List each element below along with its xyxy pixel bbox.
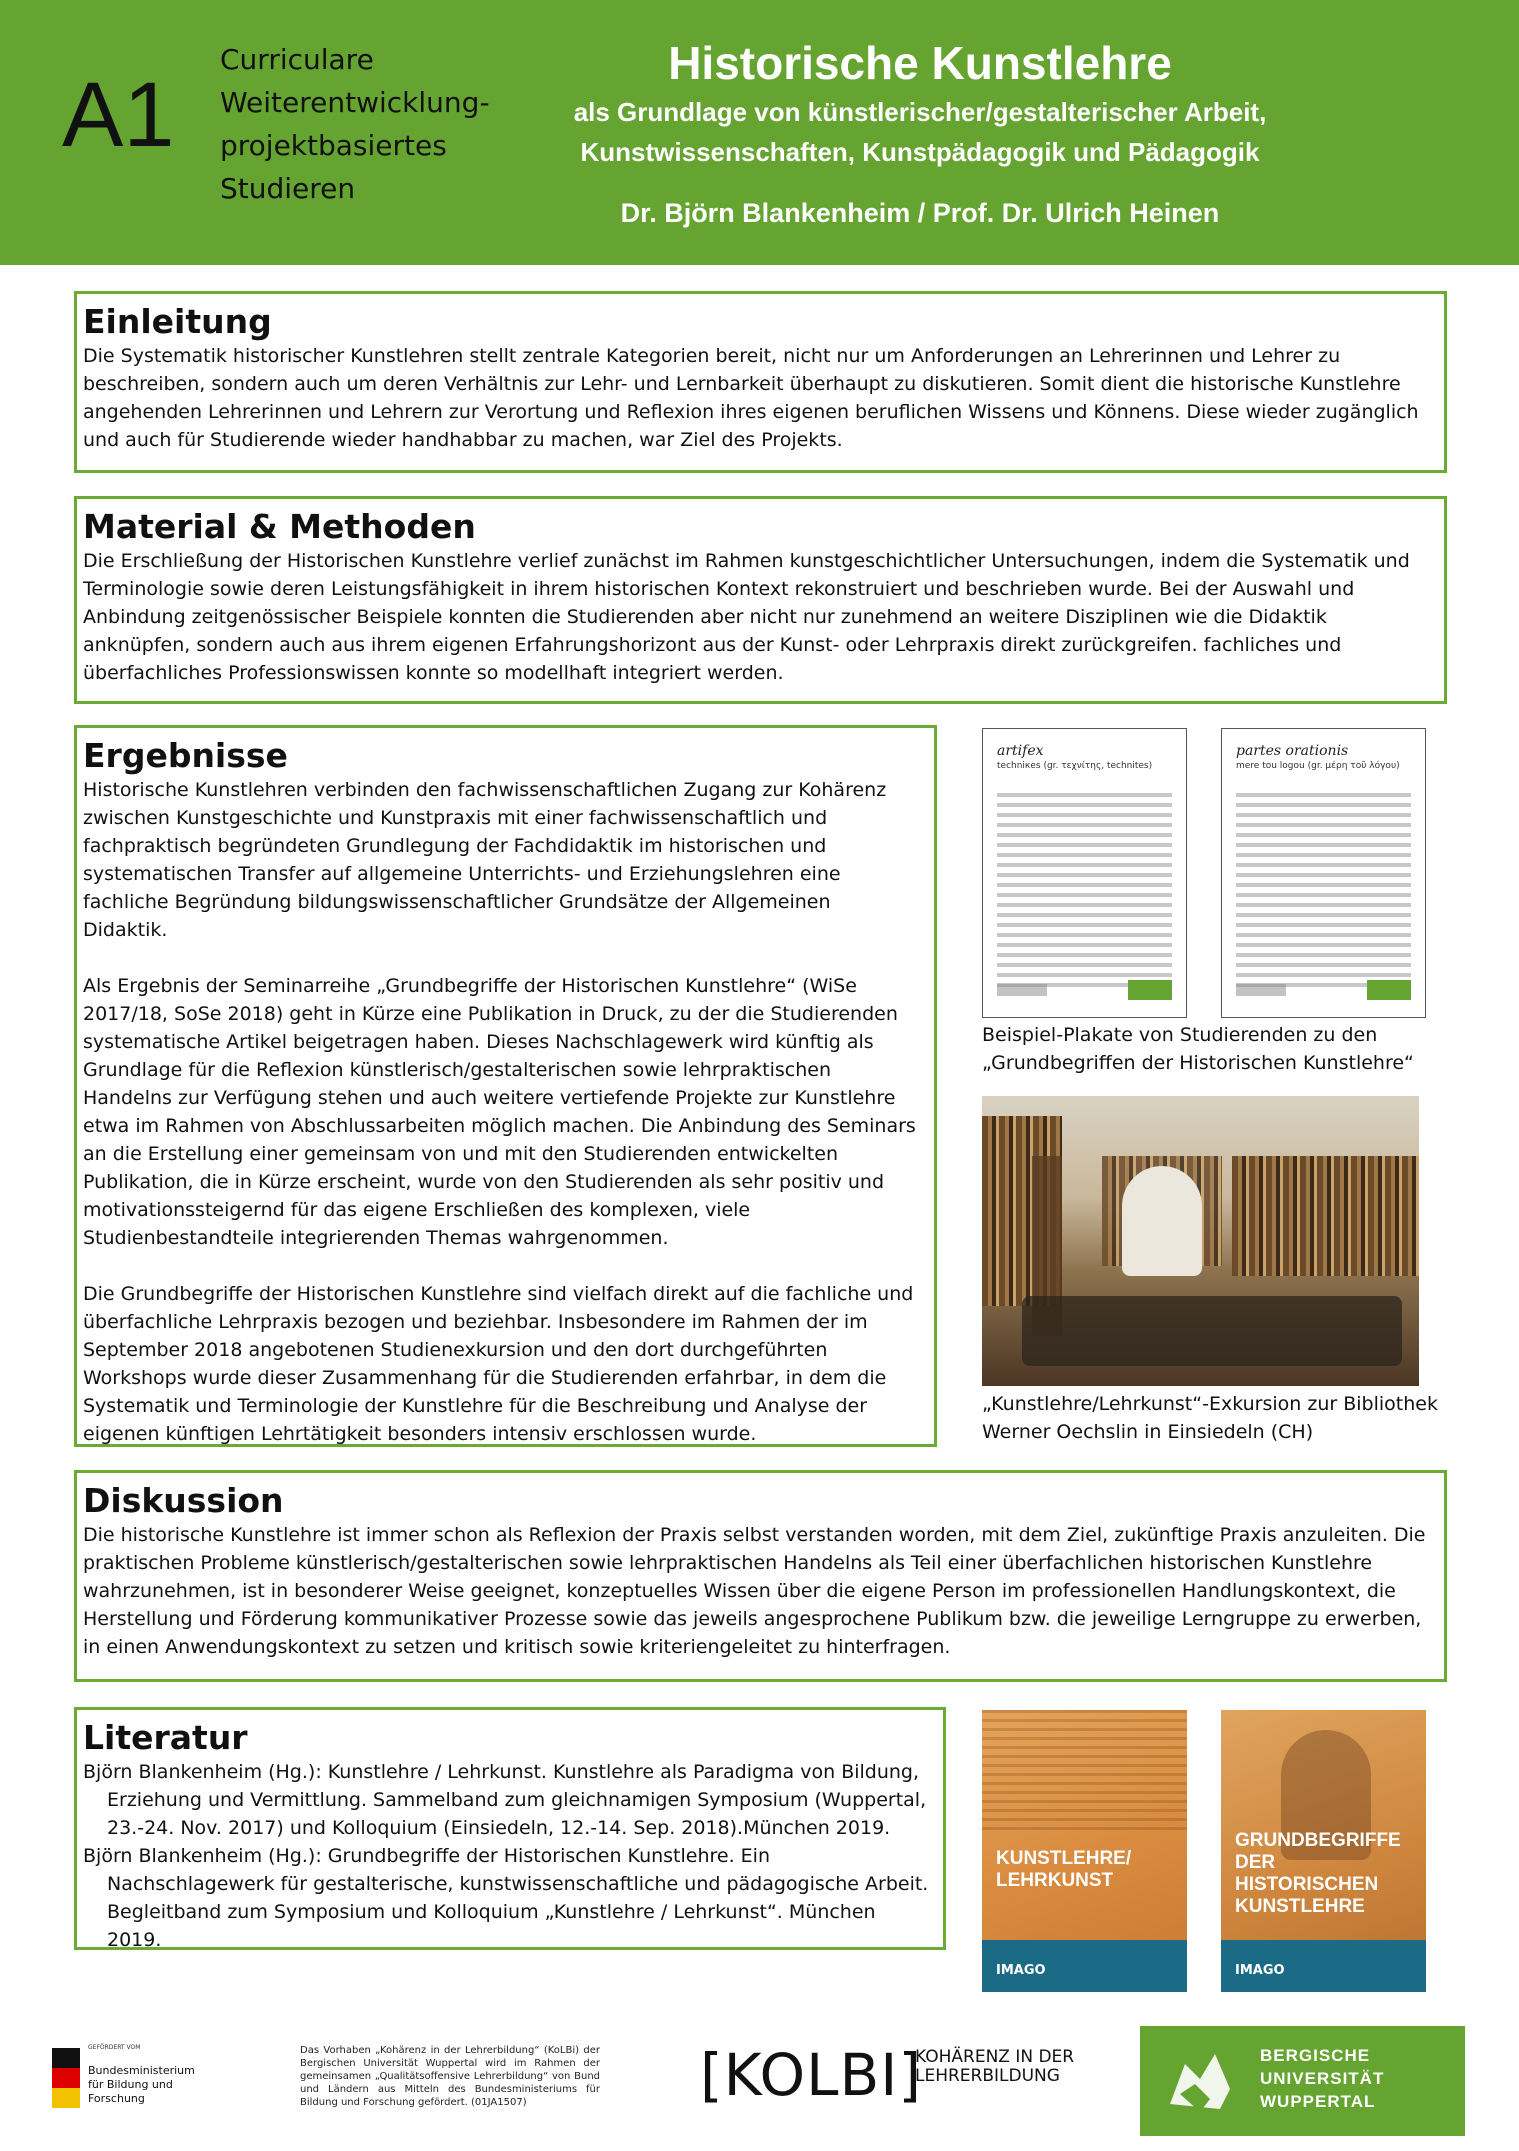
authors: Dr. Björn Blankenheim / Prof. Dr. Ulrich Heinen — [620, 198, 1220, 228]
poster-subtitle-line2: Kunstwissenschaften, Kunstpädagogik und Pädagogik — [580, 137, 1260, 167]
section-heading: Ergebnisse — [83, 736, 288, 775]
book-cover-grundbegriffe — [1221, 1710, 1426, 1992]
university-logo-mini — [1128, 980, 1172, 1000]
project-code: A1 — [62, 64, 175, 166]
section-paragraph: Historische Kunstlehren verbinden den fachwissenschaftlichen Zugang zur Kohärenz zwischen Kunstgeschichte und Kunstpraxis mit einer fachwissenschaftlich und fachpraktisch begründeten Grundlegung der Fachdidaktik im historischen und systematischen Transfer auf allgemeine Unterrichts- und Erziehungslehren eine fachliche Begründung bildungswissenschaftlicher Grundsätze der Allgemeinen Didaktik. — [83, 779, 887, 941]
section-einleitung — [74, 291, 1447, 473]
curriculum-line: Curriculare — [220, 43, 374, 76]
kolbi-tagline: KOHÄRENZ IN DER LEHRERBILDUNG — [915, 2047, 1075, 2086]
book-title: KUNSTLEHRE/ LEHRKUNST — [996, 1848, 1132, 1891]
seminar-participants — [1022, 1296, 1402, 1366]
section-ergebnisse — [74, 725, 937, 1447]
section-text: Die historische Kunstlehre ist immer schon als Reflexion der Praxis selbst verstanden worden, mit dem Ziel, zukünftige Praxis anzuleiten. Die praktischen Probleme künstlerisch/gestalterischen sowie lehrpraktischen Handelns als Teil einer überfachlichen historischen Kunstlehre wahrzunehmen, ist in besonderer Weise geeignet, konzeptuelles Wissen über die eigene Person im professionellen Handlungskontext, die Herstellung und Förderung kommunikativer Prozesse sowie das jeweils angesprochene Publikum bzw. die jeweilige Lerngruppe zu erwerben, in einen Anwendungskontext zu setzen und kritisch sowie kriteriengeleitet zu hinterfragen. — [83, 1524, 1426, 1658]
sample-poster-subheading: techniкes (gr. τεχνίτης, technites) — [997, 761, 1153, 771]
sample-poster-heading: partes orationis — [1236, 743, 1349, 759]
curriculum-line: Studieren — [220, 172, 356, 205]
kolbi-wordmark: [KOLBI] — [700, 2041, 922, 2109]
statue — [1122, 1166, 1202, 1276]
sample-poster-footer — [1236, 977, 1411, 1003]
sample-poster-body — [997, 793, 1172, 987]
section-text: Die Systematik historischer Kunstlehren stellt zentrale Kategorien bereit, nicht nur um Anforderungen an Lehrerinnen und Lehrer zu beschreiben, sondern auch um deren Verhältnis zur Lehr- und Lernbarkeit überhaupt zu diskutieren. Somit dient die historische Kunstlehre angehenden Lehrerinnen und Lehrern zur Verortung und Reflexion ihres eigenen beruflichen Wissens und Könnens. Diese wieder zugänglich und auch für Studierende wieder handhabbar zu machen, war Ziel des Projekts. — [83, 345, 1419, 451]
reference-2: Björn Blankenheim (Hg.): Grundbegriffe der Historischen Kunstlehre. Ein Nachschlagewerk für gestalterische, kunstwissenschaftliche und pädagogische Arbeit. Begleitband zum Symposium und Kolloquium „Kunstlehre / Lehrkunst“. München 2019. — [83, 1845, 929, 1951]
funding-label: GEFÖRDERT VOM — [88, 2044, 141, 2051]
section-paragraph: Die Grundbegriffe der Historischen Kunstlehre sind vielfach direkt auf die fachliche und überfachliche Lehrpraxis bezogen und beziehbar. Insbesondere im Rahmen der im September 2018 angebotenen Studienexkursion und den dort durchgeführten Workshops wurde dieser Zusammenhang für die Studierenden erfahrbar, in dem die Systematik und Terminologie der Kunstlehre für die Beschreibung und Analyse der eigenen künftigen Lehrtätigkeit besonders intensiv erschlossen wurde. — [83, 1283, 914, 1445]
section-paragraph: Als Ergebnis der Seminarreihe „Grundbegriffe der Historischen Kunstlehre“ (WiSe 2017/18, SoSe 2018) geht in Kürze eine Publikation in Druck, zu der die Studierenden systematische Artikel beigetragen haben. Dieses Nachschlagewerk wird künftig als Grundlage für die Reflexion künstlerisch/gestalterischen sowie lehrpraktischen Handelns zur Verfügung stehen und auch weitere vertiefende Projekte zur Kunstlehre etwa im Rahmen von Abschlussarbeiten möglich machen. Die Anbindung des Seminars an die Erstellung einer gemeinsam von und mit den Studierenden entwickelten Publikation, die in Kürze erscheint, wurde von den Studierenden als sehr positiv und motivationssteigernd für das eigene Erschließen des komplexen, viele Studienbestandteile integrierenden Themas wahrgenommen. — [83, 975, 916, 1249]
section-diskussion — [74, 1470, 1447, 1682]
curriculum-label — [220, 38, 540, 210]
university-logo — [1140, 2026, 1465, 2136]
poster-title: Historische Kunstlehre — [668, 37, 1172, 89]
header-banner — [0, 0, 1519, 265]
section-heading: Material & Methoden — [83, 507, 476, 546]
bmbf-name: Bundesministerium für Bildung und Forschung — [88, 2064, 195, 2105]
section-heading: Literatur — [83, 1718, 248, 1757]
section-literatur — [74, 1707, 946, 1950]
sample-poster-heading: artifex — [997, 743, 1044, 759]
book-title: GRUNDBEGRIFFE DER HISTORISCHEN KUNSTLEHRE — [1235, 1830, 1401, 1917]
poster-subtitle-line1: als Grundlage von künstlerischer/gestalterischer Arbeit, — [573, 97, 1267, 127]
book-cover-kunstlehre-lehrkunst — [982, 1710, 1187, 1992]
university-logo-mini — [1367, 980, 1411, 1000]
book-imprint: IMAGO — [996, 1963, 1046, 1978]
caption-photo: „Kunstlehre/Lehrkunst“-Exkursion zur Bibliothek Werner Oechslin in Einsiedeln (CH) — [982, 1393, 1438, 1443]
caption-sample-posters: Beispiel-Plakate von Studierenden zu den „Grundbegriffen der Historischen Kunstlehre“ — [982, 1024, 1414, 1074]
sample-poster-subheading: mere tou logou (gr. μέρη τοῦ λόγου) — [1236, 761, 1400, 771]
federal-eagle-icon — [52, 2048, 80, 2108]
book-imprint: IMAGO — [1235, 1963, 1285, 1978]
section-material-methoden — [74, 496, 1447, 704]
lion-icon — [1160, 2044, 1240, 2118]
sample-poster-body — [1236, 793, 1411, 987]
title-block — [520, 35, 1320, 231]
reference-1: Björn Blankenheim (Hg.): Kunstlehre / Lehrkunst. Kunstlehre als Paradigma von Bildung, Erziehung und Vermittlung. Sammelband zum gleichnamigen Symposium (Wuppertal, 23.-24. Nov. 2017) und Kolloquium (Einsiedeln, 12.-14. Sep. 2018).München 2019. — [83, 1761, 927, 1839]
curriculum-line: projektbasiertes — [220, 129, 447, 162]
university-name: BERGISCHE UNIVERSITÄT WUPPERTAL — [1260, 2046, 1385, 2111]
library-photo — [982, 1096, 1419, 1386]
sample-poster-partes-orationis — [1221, 728, 1426, 1018]
section-heading: Einleitung — [83, 302, 272, 341]
sample-poster-footer — [997, 977, 1172, 1003]
section-heading: Diskussion — [83, 1481, 284, 1520]
curriculum-line: Weiterentwicklung- — [220, 86, 490, 119]
funding-statement: Das Vorhaben „Kohärenz in der Lehrerbildung“ (KoLBi) der Bergischen Universität Wuppertal wird im Rahmen der gemeinsamen „Qualitätsoffensive Lehrerbildung“ von Bund und Ländern aus Mitteln des Bundesministeriums für Bildung und Forschung gefördert. (01JA1507) — [300, 2045, 600, 2108]
sample-poster-artifex — [982, 728, 1187, 1018]
section-text: Die Erschließung der Historischen Kunstlehre verlief zunächst im Rahmen kunstgeschichtlicher Untersuchungen, indem die Systematik und Terminologie sowie deren Leistungsfähigkeit in ihrem historischen Kontext rekonstruiert und beschrieben wurde. Bei der Auswahl und Anbindung zeitgenössischer Beispiele konnten die Studierenden aber nicht nur zunehmend an weitere Disziplinen wie die Didaktik anknüpfen, sondern auch aus ihrem eigenen Erfahrungshorizont aus der Kunst- oder Lehrpraxis direkt zurückgreifen. fachliches und überfachliches Professionswissen konnte so modellhaft integriert werden. — [83, 550, 1410, 684]
kolbi-logo — [700, 2040, 1075, 2110]
